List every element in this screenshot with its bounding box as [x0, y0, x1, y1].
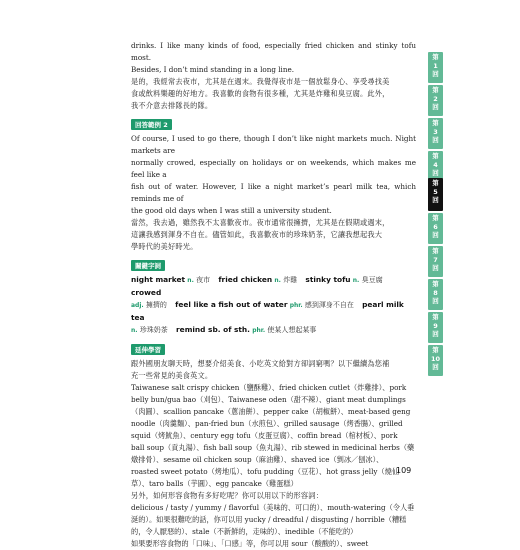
- text-line: the good old days when I was still a university student.: [131, 206, 332, 215]
- text-line: 是的，我經常去夜市，尤其是在週末。我覺得夜市是一個放鬆身心、享受尋找美: [131, 77, 390, 86]
- answer-2-tag: 回答範例 2: [131, 119, 172, 130]
- text-line: 充一些常見的美食英文。: [131, 371, 213, 380]
- text-line: belly bun/gua bao（刈包）、Taiwanese oden（甜不辣）、giant meat dumplings: [131, 395, 406, 404]
- text-line: 跟外國朋友聊天時，想要介紹美食、小吃英文給對方卻詞窮嗎？以下繼續為您補: [131, 359, 390, 368]
- page-number: 109: [396, 466, 412, 475]
- text-line: 草）、taro balls（芋圓）、egg pancake（雞蛋糕）: [131, 479, 298, 488]
- text-line: 涎的）。如果很難吃的話，你可以用 yucky / dreadful / disgusting / horrible（糟糕: [131, 515, 407, 524]
- text-line: Of course, I used to go there, though I don’t like night markets much. Night markets are: [131, 134, 416, 155]
- text-line: Taiwanese salt crispy chicken（鹽酥雞）、fried chicken cutlet（炸雞排）、pork: [131, 383, 407, 392]
- chapter-tab-6[interactable]: 第 6 回: [428, 213, 443, 244]
- text-line: delicious / tasty / yummy / flavorful（美味的、可口的）、mouth-watering（令人垂: [131, 503, 415, 512]
- text-line: （肉圓）、scallion pancake（蔥油餅）、pepper cake（胡椒餅）、meat-based geng: [131, 407, 411, 416]
- extend-learning-paragraph: [131, 358, 416, 550]
- text-line: 食或飲料樂趣的好地方。我喜歡的食物有很多種，尤其是炸雞和臭豆腐。此外，: [131, 89, 390, 98]
- vocab-tag: 關鍵字詞: [131, 260, 165, 271]
- vocab-line: night market n. 夜市 fried chicken n. 炸雞 stinky tofu n. 臭豆腐 crowed: [131, 275, 383, 297]
- chapter-tab-4[interactable]: 第 4 回: [428, 151, 443, 182]
- text-line: 學時代的美好時光。: [131, 242, 198, 251]
- text-line: noodle（肉羹麵）、pan-fried bun（水煎包）、grilled sausage（烤香腸）、grilled: [131, 419, 403, 428]
- text-line: normally crowed, especially on holidays or on weekends, which makes me feel like a: [131, 158, 416, 179]
- chapter-tab-3[interactable]: 第 3 回: [428, 118, 443, 149]
- chapter-tab-9[interactable]: 第 9 回: [428, 312, 443, 343]
- page-content: [131, 40, 416, 550]
- chapter-tab-1[interactable]: 第 1 回: [428, 52, 443, 83]
- vocab-list: [131, 274, 416, 337]
- vocab-line: n. 珍珠奶茶 remind sb. of sth. phr. 使某人想起某事: [131, 325, 317, 334]
- text-line: squid（烤魷魚）、century egg tofu（皮蛋豆腐）、coffin bread（棺材板）、pork: [131, 431, 398, 440]
- chapter-tab-5[interactable]: 第 5 回: [428, 178, 443, 211]
- text-line: 我不介意去排隊長的隊。: [131, 101, 213, 110]
- text-line: 如果要形容食物的「口味」、「口感」等，你可以用 sour（酸酸的）、sweet: [131, 539, 369, 548]
- extend-learning-tag: 延伸學習: [131, 344, 165, 355]
- chapter-tab-8[interactable]: 第 8 回: [428, 279, 443, 310]
- text-line: drinks. I like many kinds of food, especially fried chicken and stinky tofu most.: [131, 41, 416, 62]
- text-line: ball soup（貢丸湯）、fish ball soup（魚丸湯）、rib stewed in medicinal herbs（藥: [131, 443, 415, 452]
- chapter-tab-7[interactable]: 第 7 回: [428, 246, 443, 277]
- text-line: 另外，如何形容食物有多好吃呢？你可以用以下的形容詞：: [131, 491, 324, 500]
- text-line: 這讓我感到渾身不自在。儘管如此，我喜歡夜市的珍珠奶茶，它讓我想起我大: [131, 230, 383, 239]
- text-line: roasted sweet potato（烤地瓜）、tofu pudding（豆花）、hot grass jelly（燒仙: [131, 467, 400, 476]
- text-line: 燉排骨）、sesame oil chicken soup（麻油雞）、shaved ice（剉冰／刨冰）、: [131, 455, 384, 464]
- text-line: Besides, I don’t mind standing in a long line.: [131, 65, 294, 74]
- answer-2-paragraph: [131, 133, 416, 253]
- vocab-line: adj. 擁擠的 feel like a fish out of water phr. 感到渾身不自在 pearl milk tea: [131, 300, 404, 322]
- text-line: fish out of water. However, I like a night market’s pearl milk tea, which reminds me of: [131, 182, 416, 203]
- text-line: 的，令人厭惡的）、stale（不新鮮的，走味的）、inedible（不能吃的）: [131, 527, 358, 536]
- chapter-tab-10[interactable]: 第 10 回: [428, 345, 443, 376]
- text-line: 當然，我去過，雖然我不太喜歡夜市。夜市通常很擁擠，尤其是在假期或週末，: [131, 218, 390, 227]
- chapter-tab-2[interactable]: 第 2 回: [428, 85, 443, 116]
- answer-1-paragraph: [131, 40, 416, 112]
